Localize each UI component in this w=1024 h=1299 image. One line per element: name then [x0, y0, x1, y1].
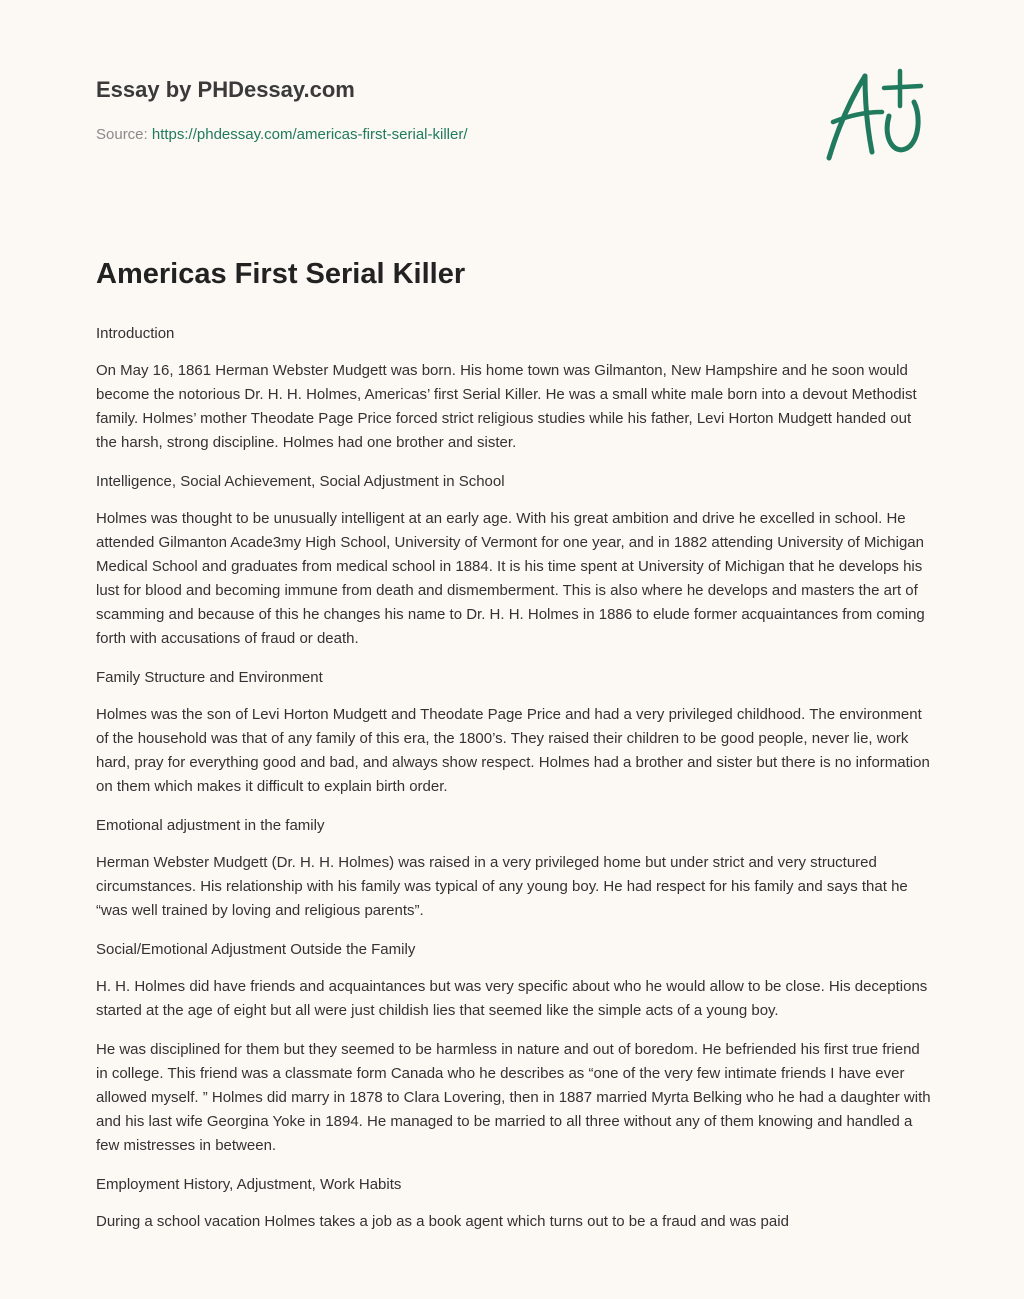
- source-link[interactable]: https://phdessay.com/americas-first-serial-killer/: [151, 126, 468, 143]
- a-plus-logo-icon: [818, 66, 930, 166]
- section-heading: Introduction: [96, 325, 175, 342]
- paragraph: He was disciplined for them but they seemed to be harmless in nature and out of boredom. He befriended his first true friend in college. This friend was a classmate form Canada who he describes as “one of the very few intimate friends I have ever allowed myself. ” Holmes did marry in 1878 to Clara Lovering, then in 1887 married Myrta Belking who he had a daughter with and his last wife Georgina Yoke in 1894. He managed to be married to all three without any of them knowing and handled a few mistresses in between.: [96, 1041, 931, 1154]
- section-heading: Family Structure and Environment: [96, 669, 323, 686]
- section-heading: Employment History, Adjustment, Work Habits: [96, 1176, 402, 1193]
- section-heading: Social/Emotional Adjustment Outside the Family: [96, 941, 416, 958]
- section-heading: Emotional adjustment in the family: [96, 817, 325, 834]
- paragraph: Herman Webster Mudgett (Dr. H. H. Holmes) was raised in a very privileged home but under strict and very structured circumstances. His relationship with his family was typical of any young boy. He had respect for his family and says that he “was well trained by loving and religious parents”.: [96, 854, 908, 919]
- paragraph: On May 16, 1861 Herman Webster Mudgett was born. His home town was Gilmanton, New Hampshire and he soon would become the notorious Dr. H. H. Holmes, Americas’ first Serial Killer. He was a small white male born into a devout Methodist family. Holmes’ mother Theodate Page Price forced strict religious studies while his father, Levi Horton Mudgett handed out the harsh, strong discipline. Holmes had one brother and sister.: [96, 362, 917, 451]
- source-label: Source:: [96, 126, 152, 143]
- document-header: [96, 74, 736, 146]
- brand-title: Essay by PHDessay.com: [96, 77, 355, 102]
- paragraph: During a school vacation Holmes takes a job as a book agent which turns out to be a fraud and was paid: [96, 1213, 789, 1230]
- section-heading: Intelligence, Social Achievement, Social Adjustment in School: [96, 473, 505, 490]
- essay-body: [96, 322, 932, 1234]
- essay-content: [96, 252, 932, 1249]
- paragraph: Holmes was thought to be unusually intelligent at an early age. With his great ambition and drive he excelled in school. He attended Gilmanton Acade3my High School, University of Vermont for one year, and in 1882 attending University of Michigan Medical School and graduates from medical school in 1884. It is his time spent at University of Michigan that he develops his lust for blood and becoming immune from death and dismemberment. This is also where he develops and masters the art of scamming and because of this he changes his name to Dr. H. H. Holmes in 1886 to elude former acquaintances from coming forth with accusations of fraud or death.: [96, 510, 925, 647]
- source-line: [96, 124, 736, 146]
- essay-title: Americas First Serial Killer: [96, 258, 466, 290]
- paragraph: H. H. Holmes did have friends and acquaintances but was very specific about who he would allow to be close. His deceptions started at the age of eight but all were just childish lies that seemed like the simple acts of a young boy.: [96, 978, 928, 1019]
- paragraph: Holmes was the son of Levi Horton Mudgett and Theodate Page Price and had a very privileged childhood. The environment of the household was that of any family of this era, the 1800’s. They raised their children to be good people, never lie, work hard, pray for everything good and bad, and always show respect. Holmes had a brother and sister but there is no information on them which makes it difficult to explain birth order.: [96, 706, 930, 795]
